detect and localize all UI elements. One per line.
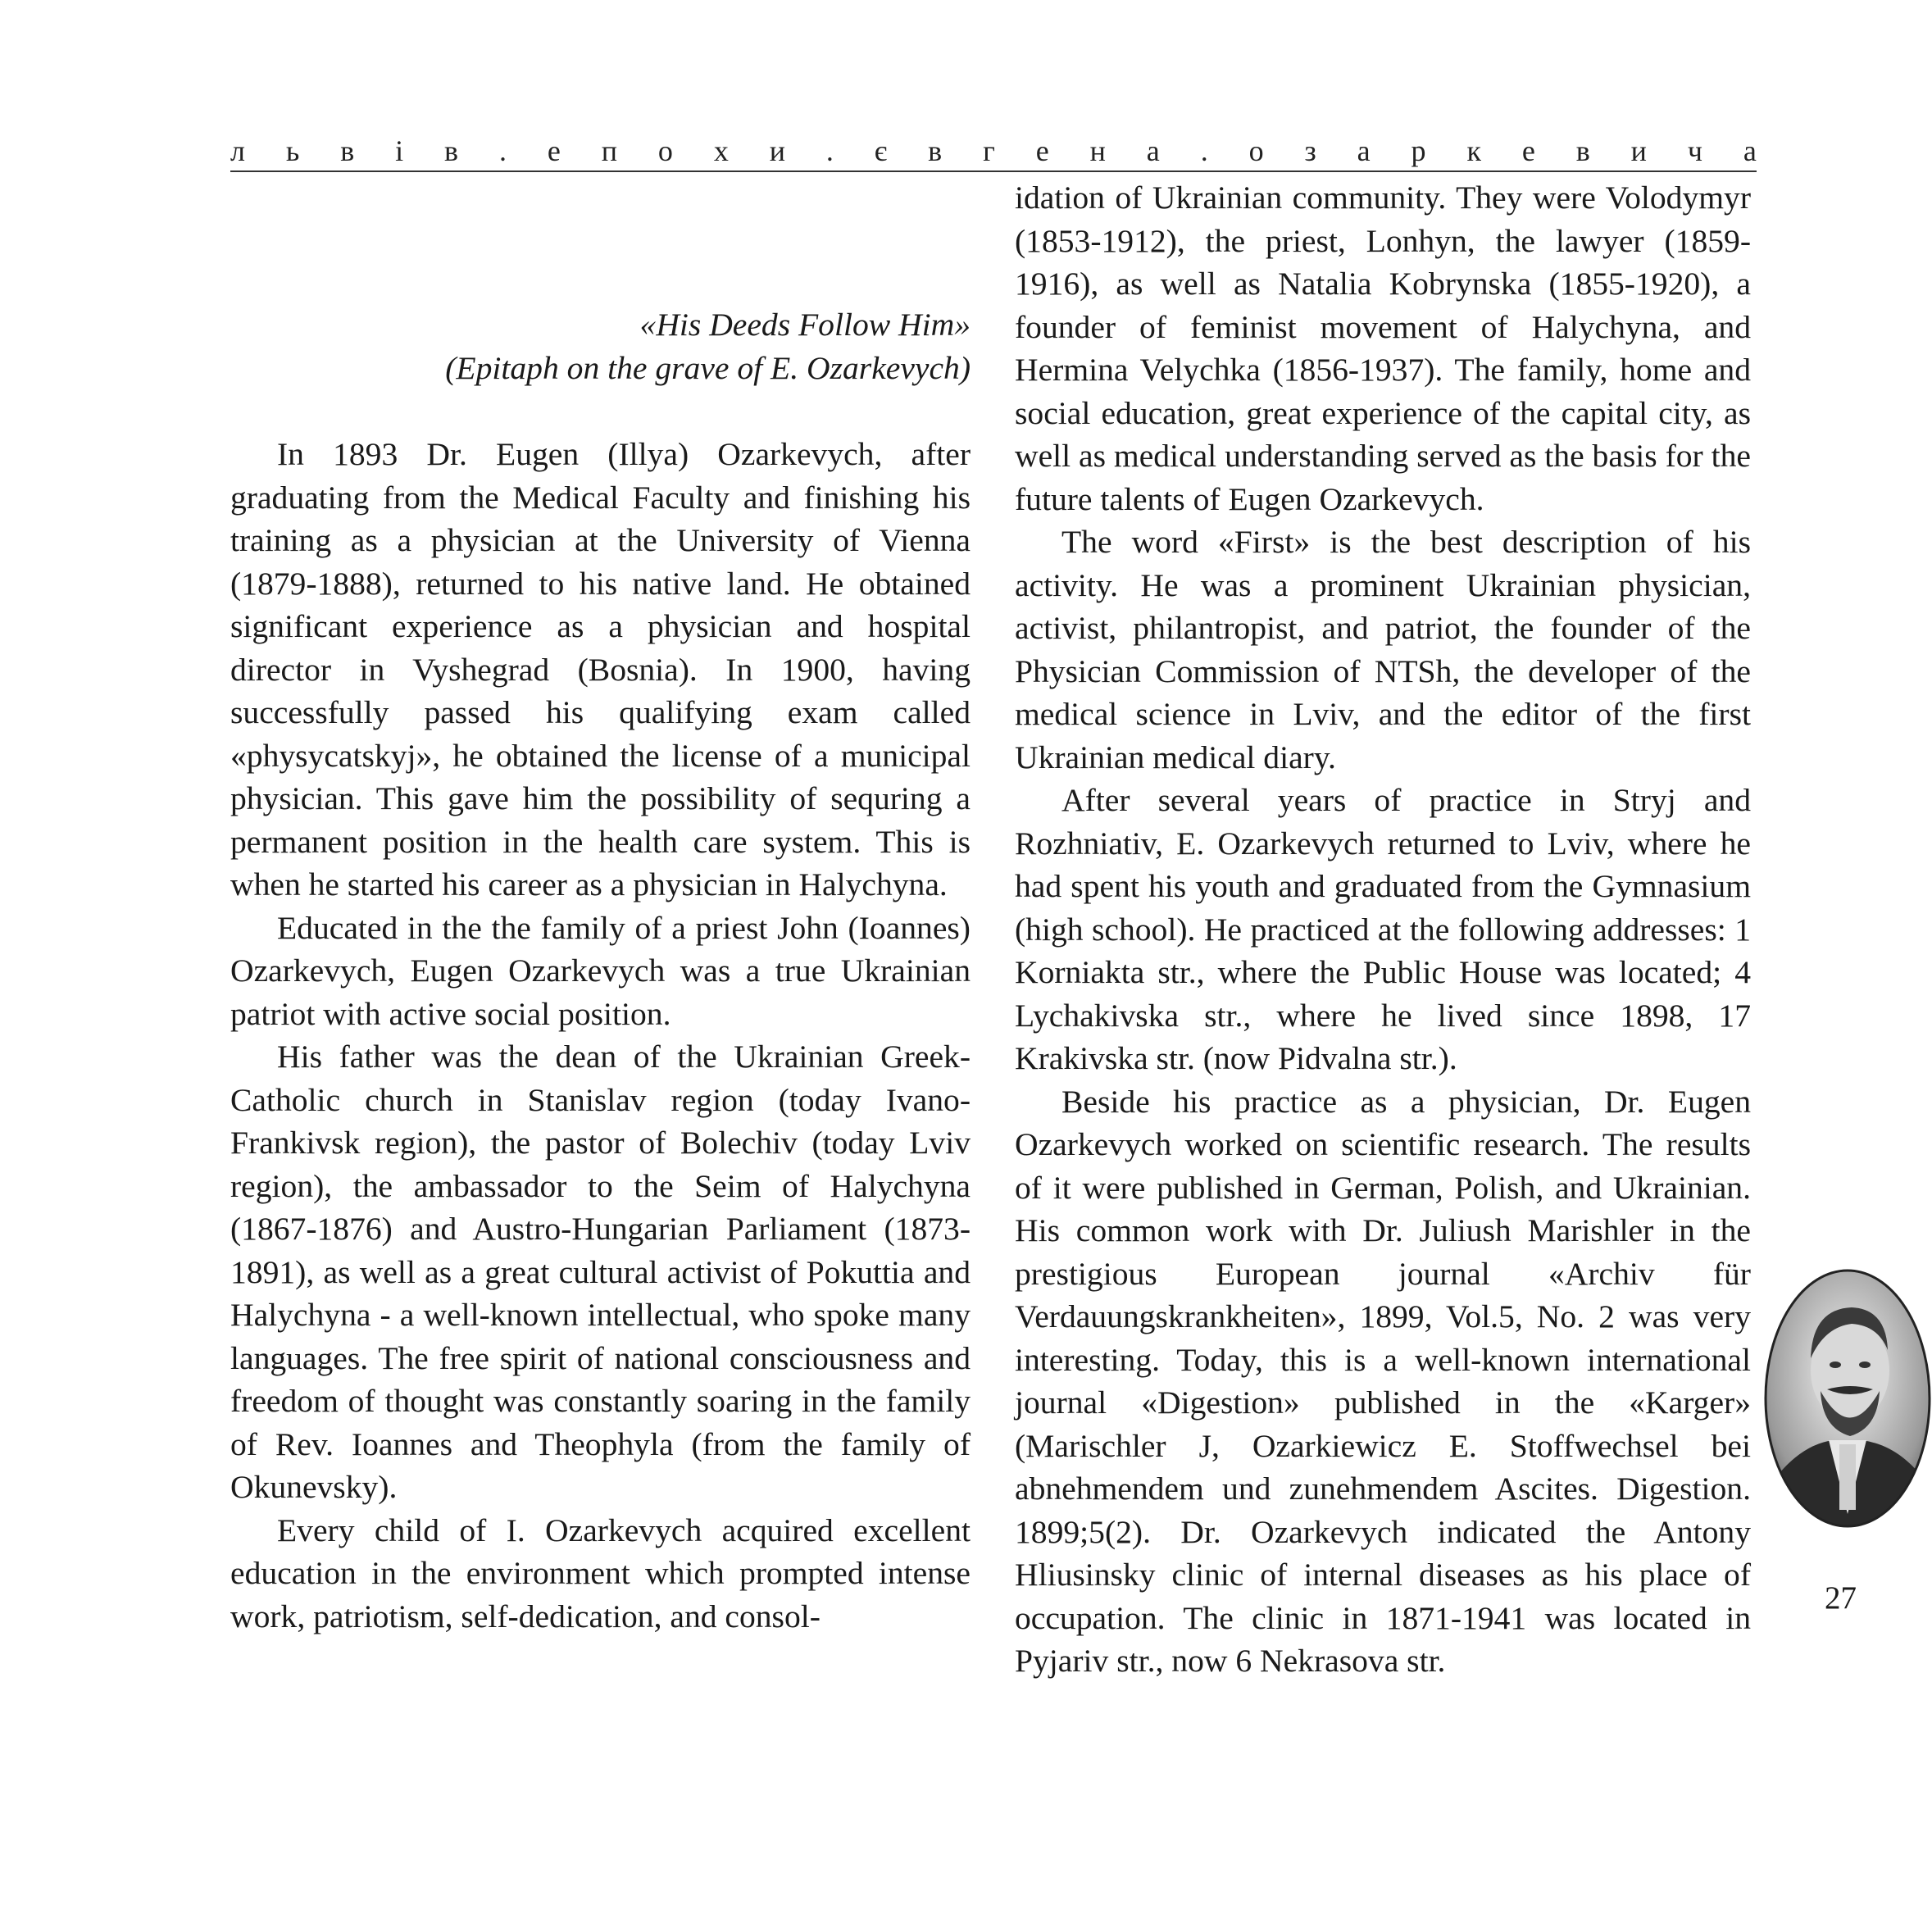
running-head	[230, 131, 1757, 170]
paragraph: Every child of I. Ozarkevych acquired excellent education in the environment which prompted intense work, patriotism, self-dedication, and consol-	[230, 1512, 971, 1634]
running-head-letter: ч	[1687, 134, 1702, 167]
running-head-letter: л	[230, 134, 245, 167]
running-head-letter: п	[601, 134, 617, 167]
running-head-letter: в	[444, 134, 459, 167]
running-head-letter: и	[769, 134, 785, 167]
running-head-letter: г	[983, 134, 995, 167]
running-head-letter: і	[395, 134, 404, 167]
paragraph-continued: idation of Ukrainian community. They were Volodymyr (1853-1912), the priest, Lonhyn, the lawyer (1859-1916), as well as Natalia Kobrynska (1855-1920), a founder of feminist movement of Halychyna, and Hermina Velychka (1856-1937). The family, home and social education, great experience of the capital city, as well as medical understanding served as the basis for the future talents of Eugen Ozarkevych.	[1015, 180, 1751, 517]
running-head-letter: х	[713, 134, 729, 167]
left-column	[230, 433, 971, 1638]
paragraph: His father was the dean of the Ukrainian Greek-Catholic church in Stanislav region (today Ivano-Frankivsk region), the pastor of Bolechiv (today Lviv region), the ambassador to the Seim of Halychyna (1867-1876) and Austro-Hungarian Parliament (1873-1891), as well as a great cultural activist of Pokuttia and Halychyna - a well-known intellectual, who spoke many languages. The free spirit of national consciousness and freedom of thought was constantly soaring in the family of Rev. Ioannes and Theophyla (from the family of Okunevsky).	[230, 1039, 971, 1505]
running-head-letter: є	[874, 134, 888, 167]
paragraph: The word «First» is the best description of his activity. He was a prominent Ukrainian physician, activist, philantropist, and patriot, the founder of the Physician Commission of NTSh, the developer of the medical science in Lviv, and the editor of the first Ukrainian medical diary.	[1015, 524, 1751, 775]
running-head-letter: и	[1630, 134, 1647, 167]
header-rule	[230, 170, 1757, 172]
page-number: 27	[1825, 1580, 1857, 1616]
running-head-letter: а	[1146, 134, 1160, 167]
running-head-letter: о	[657, 134, 673, 167]
paragraph: Educated in the the family of a priest John (Ioannes) Ozarkevych, Eugen Ozarkevych was a true Ukrainian patriot with active social position.	[230, 909, 971, 1032]
running-head-letter: н	[1089, 134, 1106, 167]
epigraph-source: (Epitaph on the grave of E. Ozarkevych)	[445, 349, 971, 386]
running-head-letter: а	[1743, 134, 1757, 167]
paragraph: After several years of practice in Stryj and Rozhniativ, E. Ozarkevych returned to Lviv, where he had spent his youth and graduated from the Gymnasium (high school). He practiced at the following addresses: 1 Korniakta str., where the Public House was located; 4 Lychakivska str., where he lived since 1898, 17 Krakivska str. (now Pidvalna str.).	[1015, 782, 1751, 1076]
portrait-image	[1763, 1268, 1932, 1529]
running-head-letter: а	[1357, 134, 1371, 167]
running-head-letter: е	[1521, 134, 1535, 167]
running-head-letter: е	[1035, 134, 1049, 167]
running-head-letter: в	[340, 134, 355, 167]
running-head-letter: .	[825, 134, 834, 167]
running-head-letter: з	[1304, 134, 1316, 167]
running-head-letter: .	[498, 134, 507, 167]
running-head-letter: р	[1411, 134, 1426, 167]
running-head-letter: о	[1248, 134, 1264, 167]
running-head-letter: ь	[285, 134, 300, 167]
running-head-letter: е	[547, 134, 561, 167]
running-head-letter: в	[1575, 134, 1590, 167]
running-head-letter: .	[1200, 134, 1208, 167]
epigraph	[230, 303, 971, 389]
paragraph: Beside his practice as a physician, Dr. Eugen Ozarkevych worked on scientific research. The results of it were published in German, Polish, and Ukrainian. His common work with Dr. Juliush Marishler in the prestigious European journal «Archiv für Verdauungskrankheiten», 1899, Vol.5, No. 2 was very interesting. Today, this is a well-known international journal «Digestion» published in the «Karger» (Marischler J, Ozarkiewicz E. Stoffwechsel bei abnehmendem und zunehmendem Ascites. Digestion. 1899;5(2). Dr. Ozarkevych indicated the Antony Hliusinsky clinic of internal diseases as his place of occupation. The clinic in 1871-1941 was located in Pyjariv str., now 6 Nekrasova str.	[1015, 1083, 1751, 1679]
right-column	[1015, 176, 1751, 1683]
running-head-letter: в	[928, 134, 943, 167]
paragraph: In 1893 Dr. Eugen (Illya) Ozarkevych, after graduating from the Medical Faculty and finishing his training as a physician at the University of Vienna (1879-1888), returned to his native land. He obtained significant experience as a physician and hospital director in Vyshegrad (Bosnia). In 1900, having successfully passed his qualifying exam called «physycatskyj», he obtained the license of a municipal physician. This gave him the possibility of sequring a permanent position in the health care system. This is when he started his career as a physician in Halychyna.	[230, 436, 971, 902]
epigraph-quote: «His Deeds Follow Him»	[639, 307, 971, 343]
running-head-letter: к	[1466, 134, 1481, 167]
